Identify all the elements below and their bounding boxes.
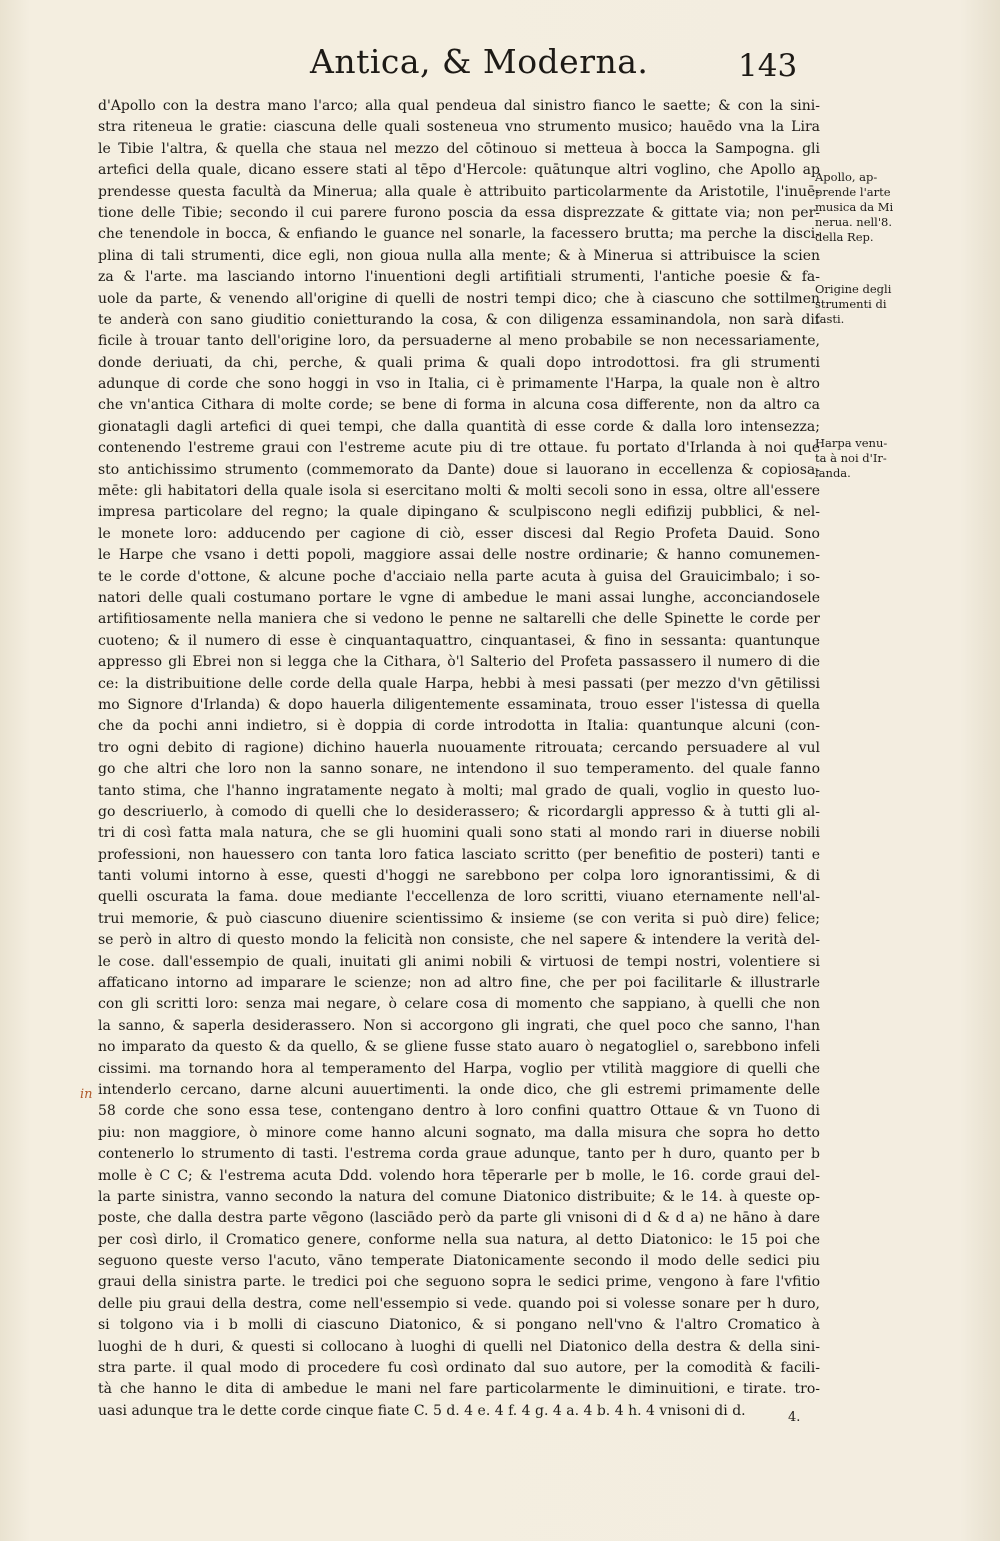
text-line: che vn'antica Cithara di molte corde; se bene di forma in alcuna cosa differente, non da altro ca — [98, 397, 820, 414]
marginal-note-line: nerua. nell'8. — [815, 215, 892, 229]
running-title: Antica, & Moderna. — [310, 42, 649, 81]
text-line: uole da parte, & venendo all'origine di quelli de nostri tempi dico; che à ciascuno che sottilmen — [98, 290, 820, 307]
marginal-note-line: ta à noi d'Ir- — [815, 451, 887, 465]
text-line: te le corde d'ottone, & alcune poche d'acciaio nella parte acuta à guisa del Grauicimbalo; i so- — [98, 568, 820, 585]
text-line: 58 corde che sono essa tese, contengano dentro à loro confini quattro Ottaue & vn Tuono di — [98, 1103, 820, 1120]
page-number: 143 — [738, 48, 798, 84]
text-line: quelli oscurata la fama. doue mediante l'eccellenza de loro scritti, viuano eternamente nell'al- — [98, 889, 820, 906]
marginal-note-apollo — [815, 170, 915, 245]
text-line: graui della sinistra parte. le tredici poi che seguono sopra le sedici prime, vengono à fare l'vfitio — [98, 1274, 820, 1291]
text-line: go descriuerlo, à comodo di quelli che lo desiderassero; & ricordargli appresso & à tutti gli al- — [98, 803, 820, 820]
text-line: tri di così fatta mala natura, che se gli huomini quali sono stati al mondo rari in diuerse nobili — [98, 825, 820, 842]
text-line: le Tibie l'altra, & quella che staua nel mezzo del cōtinouo si metteua à bocca la Sampogna. gli — [98, 140, 820, 157]
text-line: appresso gli Ebrei non si legga che la Cithara, ò'l Salterio del Profeta passassero il numero di die — [98, 654, 820, 671]
text-line: tanto stima, che l'hanno ingratamente negato à molti; mal grado de quali, voglio in questo luo- — [98, 782, 820, 799]
text-line: natori delle quali costumano portare le vgne di ambedue le mani assai lunghe, acconciandosele — [98, 589, 820, 606]
marginal-note-line: Apollo, ap- — [815, 170, 878, 184]
text-line: delle piu graui della destra, come nell'essempio si vede. quando poi si volesse sonare per h duro, — [98, 1295, 820, 1312]
text-line: trui memorie, & può ciascuno diuenire scientissimo & insieme (se con verita si può dire) felice; — [98, 910, 820, 927]
text-line: luoghi de h duri, & questi si collocano à luoghi di quelli nel Diatonico della destra & della sini- — [98, 1338, 820, 1355]
text-line: la sanno, & saperla desiderassero. Non si accorgono gli ingrati, che quel poco che sanno, l'han — [98, 1017, 820, 1034]
text-line: se però in altro di questo mondo la felicità non consiste, che nel sapere & intendere la verità del- — [98, 932, 820, 949]
text-line: che tenendole in bocca, & enfiando le guance nel sonarle, la facessero brutta; ma perche la disci- — [98, 226, 820, 243]
text-line: sto antichissimo strumento (commemorato da Dante) doue si lauorano in eccellenza & copiosa- — [98, 461, 820, 478]
marginal-note-line: strumenti di — [815, 297, 887, 311]
text-line: intenderlo cercano, darne alcuni auuertimenti. la onde dico, che gli estremi primamente delle — [98, 1081, 820, 1098]
margin-ink-annotation: in — [80, 1087, 93, 1102]
text-line: con gli scritti loro: senza mai negare, ò celare cosa di momento che sappiano, à quelli che non — [98, 996, 820, 1013]
text-line: le monete loro: adducendo per cagione di ciò, esser discesi dal Regio Profeta Dauid. Sono — [98, 525, 820, 542]
text-line: mēte: gli habitatori della quale isola si esercitano molti & molti secoli sono in essa, oltre all'essere — [98, 483, 820, 500]
text-line: per così dirlo, il Cromatico genere, conforme nella sua natura, al detto Diatonico: le 15 poi che — [98, 1231, 820, 1248]
text-line: che da pochi anni indietro, si è doppia di corde introdotta in Italia: quantunque alcuni (con- — [98, 718, 820, 735]
text-line: te anderà con sano giuditio conietturando la cosa, & con diligenza essaminandola, non sarà dif — [98, 311, 820, 328]
text-line: molle è C C; & l'estrema acuta Ddd. volendo hora tēperarle per b molle, le 16. corde graui del- — [98, 1167, 820, 1184]
text-line: no imparato da questo & da quello, & se gliene fusse stato auaro ò negatogliel o, sarebbono infeli — [98, 1039, 820, 1056]
text-line: artefici della quale, dicano essere stati al tēpo d'Hercole: quātunque altri voglino, che Apollo ap — [98, 162, 820, 179]
text-line: le cose. dall'essempio de quali, inuitati gli animi nobili & virtuosi de tempi nostri, volentiere si — [98, 953, 820, 970]
marginal-note-line: landa. — [815, 466, 851, 480]
text-line: piu: non maggiore, ò minore come hanno alcuni sognato, ma dalla misura che sopra ho detto — [98, 1124, 820, 1141]
body-text — [98, 96, 820, 1422]
text-line: contenerlo lo strumento di tasti. l'estrema corda graue adunque, tanto per h duro, quanto per b — [98, 1146, 820, 1163]
text-line: cissimi. ma tornando hora al temperamento del Harpa, voglio per vtilità maggiore di quelli che — [98, 1060, 820, 1077]
text-line: contenendo l'estreme graui con l'estreme acute piu di tre ottaue. fu portato d'Irlanda à noi que — [98, 440, 820, 457]
text-line: le Harpe che vsano i detti popoli, maggiore assai delle nostre ordinarie; & hanno comunemen- — [98, 547, 820, 564]
text-line: tione delle Tibie; secondo il cui parere furono poscia da essa disprezzate & gittate via; non per- — [98, 204, 820, 221]
text-line: uasi adunque tra le dette corde cinque fiate C. 5 d. 4 e. 4 f. 4 g. 4 a. 4 b. 4 h. 4 vnisoni di d. — [98, 1402, 746, 1419]
marginal-note-line: prende l'arte — [815, 185, 891, 199]
text-line: donde deriuati, da chi, perche, & quali prima & quali dopo introdottosi. fra gli strumenti — [98, 354, 820, 371]
catchword: 4. — [788, 1410, 801, 1425]
text-line: adunque di corde che sono hoggi in vso in Italia, ci è primamente l'Harpa, la quale non è altro — [98, 376, 820, 393]
text-line: za & l'arte. ma lasciando intorno l'inuentioni degli artifitiali strumenti, l'antiche poesie & fa- — [98, 269, 820, 286]
text-line: impresa particolare del regno; la quale dipingano & sculpiscono negli edifizij pubblici, & nel- — [98, 504, 820, 521]
text-line: poste, che dalla destra parte vēgono (lasciādo però da parte gli vnisoni di d & d a) ne hāno à dare — [98, 1210, 820, 1227]
marginal-note-line: Origine degli — [815, 282, 892, 296]
text-line: stra parte. il qual modo di procedere fu così ordinato dal suo autore, per la comodità & facili- — [98, 1360, 820, 1377]
text-line: affaticano intorno ad imparare le scienze; non ad altro fine, che per poi facilitarle & illustrarle — [98, 975, 820, 992]
text-line: cuoteno; & il numero di esse è cinquantaquattro, cinquantasei, & fino in sessanta: quantunque — [98, 632, 820, 649]
text-line: go che altri che loro non la sanno sonare, ne intendono il suo temperamento. del quale fanno — [98, 761, 820, 778]
text-line: tro ogni debito di ragione) dichino hauerla nuouamente ritrouata; cercando persuadere al vul — [98, 739, 820, 756]
text-line: stra riteneua le gratie: ciascuna delle quali sosteneua vno strumento musico; hauēdo vna la Lira — [98, 119, 820, 136]
marginal-note-origine — [815, 282, 915, 327]
text-line: professioni, non hauessero con tanta loro fatica lasciato scritto (per benefitio de posteri) tanti e — [98, 846, 820, 863]
text-line: d'Apollo con la destra mano l'arco; alla qual pendeua dal sinistro fianco le saette; & con la sini- — [98, 98, 820, 114]
text-line: prendesse questa facultà da Minerua; alla quale è attribuito particolarmente da Aristotile, l'inuē- — [98, 183, 820, 200]
marginal-note-harpa — [815, 436, 915, 481]
marginal-note-line: tasti. — [815, 312, 845, 326]
text-line: artifitiosamente nella maniera che si vedono le penne ne saltarelli che delle Spinette le corde per — [98, 611, 820, 628]
text-line: ce: la distribuitione delle corde della quale Harpa, hebbi à mesi passati (per mezzo d'vn gētilissi — [98, 675, 820, 692]
text-line: mo Signore d'Irlanda) & dopo hauerla diligentemente essaminata, trouo esser l'istessa di quella — [98, 696, 820, 713]
text-line: seguono queste verso l'acuto, vāno temperate Diatonicamente secondo il modo delle sedici piu — [98, 1253, 820, 1270]
text-line: la parte sinistra, vanno secondo la natura del comune Diatonico distribuite; & le 14. à queste op- — [98, 1188, 820, 1205]
marginal-note-line: musica da Mi — [815, 200, 894, 214]
text-line: si tolgono via i b molli di ciascuno Diatonico, & si pongano nell'vno & l'altro Cromatico à — [98, 1317, 820, 1334]
text-line: tanti volumi intorno à esse, questi d'hoggi ne sarebbono per colpa loro ignorantissimi, & di — [98, 868, 820, 885]
marginal-note-line: Harpa venu- — [815, 436, 888, 450]
text-line: gionatagli dagli artefici di quei tempi, che dalla quantità di esse corde & dalla loro intensezza; — [98, 418, 820, 435]
marginal-note-line: della Rep. — [815, 230, 874, 244]
text-line: tà che hanno le dita di ambedue le mani nel fare particolarmente le diminuitioni, e tirate. tro- — [98, 1381, 820, 1398]
text-line: ficile à trouar tanto dell'origine loro, da persuaderne al meno probabile se non necessariamente, — [98, 333, 820, 350]
text-line: plina di tali strumenti, dice egli, non gioua nulla alla mente; & à Minerua si attribuisce la scien — [98, 247, 820, 264]
